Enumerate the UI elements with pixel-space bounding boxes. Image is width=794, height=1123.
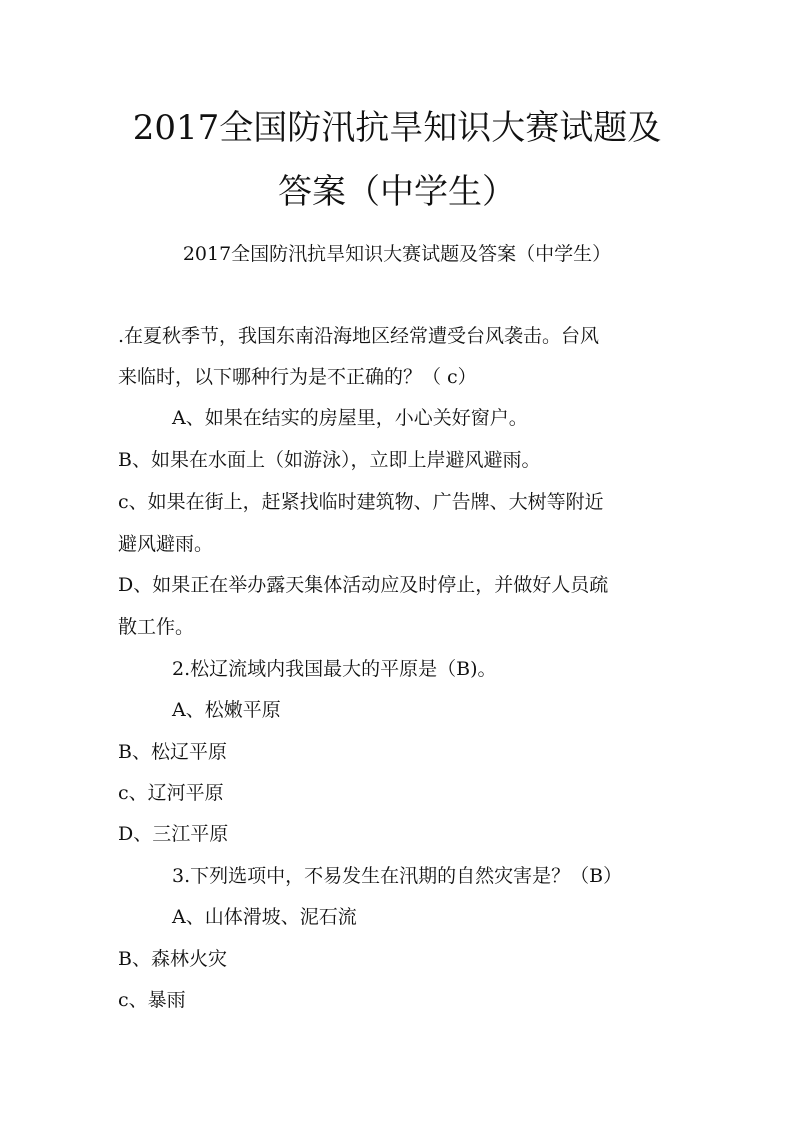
question-3-option-a: A、山体滑坡、泥石流 bbox=[172, 906, 357, 928]
question-1-option-c-line-1: c、如果在街上，赶紧找临时建筑物、广告牌、大树等附近 bbox=[118, 491, 604, 513]
question-1-option-a: A、如果在结实的房屋里，小心关好窗户。 bbox=[172, 407, 528, 429]
question-1-stem-line-1: .在夏秋季节，我国东南沿海地区经常遭受台风袭击。台风 bbox=[118, 325, 600, 347]
question-2-option-d: D、三江平原 bbox=[118, 823, 229, 845]
question-1-option-d-line-2: 散工作。 bbox=[118, 616, 195, 638]
question-1-option-d-line-1: D、如果正在举办露天集体活动应及时停止，并做好人员疏 bbox=[118, 574, 609, 596]
question-1-stem-line-2: 来临时，以下哪种行为是不正确的？（ c） bbox=[118, 366, 477, 388]
question-2-stem: 2.松辽流域内我国最大的平原是（B)。 bbox=[172, 658, 497, 680]
document-subtitle: 2017全国防汛抗旱知识大赛试题及答案（中学生） bbox=[182, 243, 612, 265]
question-1-option-c-line-2: 避风避雨。 bbox=[118, 533, 214, 555]
question-3-option-b: B、森林火灾 bbox=[118, 948, 227, 970]
question-2-option-b: B、松辽平原 bbox=[118, 741, 227, 763]
question-1-option-b: B、如果在水面上（如游泳），立即上岸避风避雨。 bbox=[118, 449, 541, 471]
question-3-option-c: c、暴雨 bbox=[118, 989, 186, 1011]
document-title-line-2: 答案（中学生） bbox=[278, 172, 516, 212]
question-3-stem: 3.下列选项中，不易发生在汛期的自然灾害是？（B） bbox=[172, 865, 623, 887]
question-2-option-a: A、松嫩平原 bbox=[172, 699, 281, 721]
question-2-option-c: c、辽河平原 bbox=[118, 782, 224, 804]
document-title-line-1: 2017全国防汛抗旱知识大赛试题及 bbox=[132, 108, 662, 148]
